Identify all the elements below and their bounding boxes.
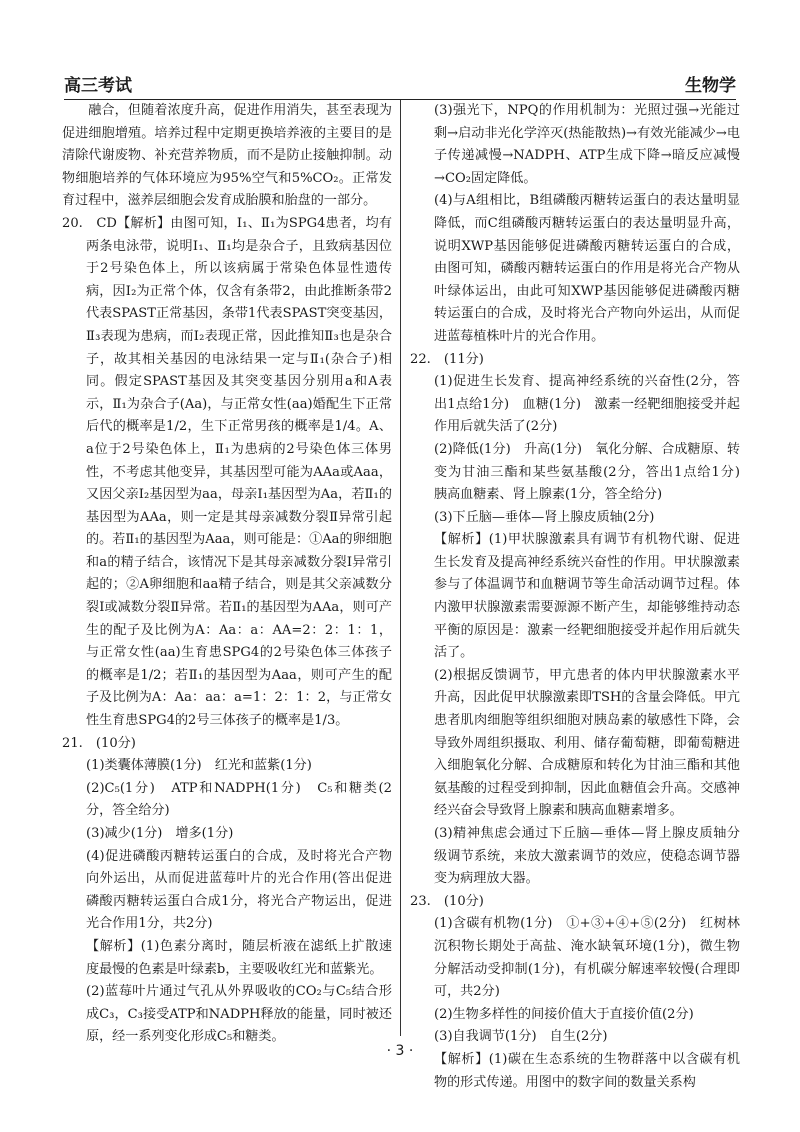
right-column-paragraph: (3)自我调节(1分) 自生(2分) xyxy=(434,1029,608,1045)
right-column-paragraph: 【解析】(1)甲状腺激素具有调节有机物代谢、促进生长发育及提高神经系统兴奋性的作用。甲状腺激素参与了体温调节和血糖调节等生命活动调节过程。体内激甲状腺激素需要源源不断产生，却能够维持动态平衡的原因是：激素一经靶细胞接受并起作用后就失活了。 xyxy=(434,532,740,661)
right-column-paragraph: (2)降低(1分) 升高(1分) 氧化分解、合成糖原、转变为甘油三酯和某些氨基酸(2分，答出1点给1分) 胰高血糖素、肾上腺素(1分，答全给分) xyxy=(434,441,754,503)
left-column-paragraph: (2)C₅(1分) ATP和NADPH(1分) C₅和糖类(2分，答全给分) xyxy=(86,780,392,819)
left-column-paragraph: 融合，但随着浓度升高，促进作用消失，甚至表现为促进细胞增殖。培养过程中定期更换培养液的主要目的是清除代谢废物、补充营养物质，而不是防止接触抑制。动物细胞培养的气体环境应为95%空气和5%CO₂。正常发育过程中，滋养层细胞会发育成胎膜和胎盘的一部分。 xyxy=(62,103,392,209)
left-column-paragraph: (4)促进磷酸丙糖转运蛋白的合成，及时将光合产物向外运出，从而促进蓝莓叶片的光合作用(答出促进磷酸丙糖转运蛋白合成1分，将光合产物运出，促进光合作用1分，共2分) xyxy=(86,848,392,932)
right-column-paragraph: (1)含碳有机物(1分) ①+③+④+⑤(2分) 红树林沉积物长期处于高盐、淹水缺氧环境(1分)，微生物分解活动受抑制(1分)，有机碳分解速率较慢(合理即可，共2分) xyxy=(434,916,740,1000)
right-column xyxy=(410,100,754,1094)
left-column xyxy=(62,100,392,1049)
left-column-paragraph: (3)减少(1分) 增多(1分) xyxy=(86,826,234,841)
right-column-paragraph: (2)根据反馈调节，甲亢患者的体内甲状腺激素水平升高，因此促甲状腺激素即TSH的含量会降低。甲亢患者肌肉细胞等组织细胞对胰岛素的敏感性下降，会导致外周组织摄取、利用、储存葡萄糖，即葡萄糖进入细胞氧化分解、合成糖原和转化为甘油三酯和其他氨基酸的过程受到抑制，因此血糖值会升高。交感神经兴奋会导致肾上腺素和胰高血糖素增多。 xyxy=(434,667,740,819)
right-column-paragraph: 【解析】(1)碳在生态系统的生物群落中以含碳有机物的形式传递。用图中的数字间的数量关系构 xyxy=(434,1051,740,1090)
right-column-paragraph: (4)与A组相比，B组磷酸丙糖转运蛋白的表达量明显降低，而C组磷酸丙糖转运蛋白的表达量明显升高，说明XWP基因能够促进磷酸丙糖转运蛋白的合成，由图可知，磷酸丙糖转运蛋白的作用是将光合产物从叶绿体运出，由此可知XWP基因能够促进磷酸丙糖转运蛋白的合成，及时将光合产物向外运出，从而促进蓝莓植株叶片的光合作用。 xyxy=(434,193,740,344)
left-column-paragraph: (1)类囊体薄膜(1分) 红光和蓝紫(1分) xyxy=(86,758,312,774)
page-header xyxy=(64,66,736,100)
left-column-paragraph: 20. CD【解析】由图可知，Ⅰ₁、Ⅱ₁为SPG4患者，均有两条电泳带，说明Ⅰ₁、Ⅱ₁均是杂合子，且致病基因位于2号染色体上，所以该病属于常染色体显性遗传病，因Ⅰ₂为正常个体，仅含有条带2，由此推断条带2代表SPAST正常基因，条带1代表SPAST突变基因，Ⅱ₃表现为患病，而Ⅰ₂表现正常，因此推知Ⅱ₃也是杂合子，故其相关基因的电泳结果一定与Ⅱ₁(杂合子)相同。假定SPAST基因及其突变基因分别用a和A表示，Ⅱ₁为杂合子(Aa)，与正常女性(aa)婚配生下正常后代的概率是1/2，生下正常男孩的概率是1/4。A、a位于2号染色体上，Ⅱ₁为患病的2号染色体三体男性，不考虑其他变异，其基因型可能为AAa或Aaa，又因父亲Ⅰ₂基因型为aa，母亲Ⅰ₁基因型为Aa，若Ⅱ₁的基因型为AAa，则一定是其母亲减数分裂Ⅱ异常引起的。若Ⅱ₁的基因型为Aaa，则可能是：①Aa的卵细胞和a的精子结合，该情况下是其母亲减数分裂Ⅰ异常引起的；②A卵细胞和aa精子结合，则是其父亲减数分裂Ⅰ或减数分裂Ⅱ异常。若Ⅱ₁的基因型为AAa，则可产生的配子及比例为A：Aa：a：AA=2：2：1：1，与正常女性(aa)生育患SPG4的2号染色体三体孩子的概率是1/2；若Ⅱ₁的基因型为Aaa，则可产生的配子及比例为A：Aa：aa：a=1：2：1：2，与正常女性生育患SPG4的2号三体孩子的概率是1/3。 xyxy=(62,215,392,729)
left-column-paragraph: 【解析】(1)色素分离时，随层析液在滤纸上扩散速度最慢的色素是叶绿素b，主要吸收红光和蓝紫光。 xyxy=(86,938,392,977)
page-number: · 3 · xyxy=(386,1043,414,1059)
right-column-paragraph: (2)生物多样性的间接价值大于直接价值(2分) xyxy=(434,1006,694,1022)
header-exam-title: 高三考试 xyxy=(64,76,132,96)
right-column-paragraph: 23. (10分) xyxy=(410,893,484,909)
header-subject: 生物学 xyxy=(685,76,736,96)
column-divider xyxy=(400,100,401,1036)
right-column-paragraph: (3)强光下，NPQ的作用机制为：光照过强→光能过剩→启动非光化学淬灭(热能散热)→有效光能减少→电子传递减慢→NADPH、ATP生成下降→暗反应减慢→CO₂固定降低。 xyxy=(434,103,740,186)
left-column-paragraph: 21. (10分) xyxy=(62,735,136,751)
right-column-paragraph: (3)精神焦虑会通过下丘脑—垂体—肾上腺皮质轴分级调节系统，来放大激素调节的效应，使稳态调节器变为病理放大器。 xyxy=(434,826,740,887)
right-column-paragraph: 22. (11分) xyxy=(410,351,484,367)
right-column-paragraph: (1)促进生长发育、提高神经系统的兴奋性(2分，答出1点给1分) 血糖(1分) 激素一经靶细胞接受并起作用后就失活了(2分) xyxy=(434,374,740,435)
right-column-paragraph: (3)下丘脑—垂体—肾上腺皮质轴(2分) xyxy=(434,509,655,525)
left-column-paragraph: (2)蓝莓叶片通过气孔从外界吸收的CO₂与C₅结合形成C₃，C₃接受ATP和NADPH释放的能量，同时被还原，经一系列变化形成C₅和糖类。 xyxy=(86,984,392,1045)
